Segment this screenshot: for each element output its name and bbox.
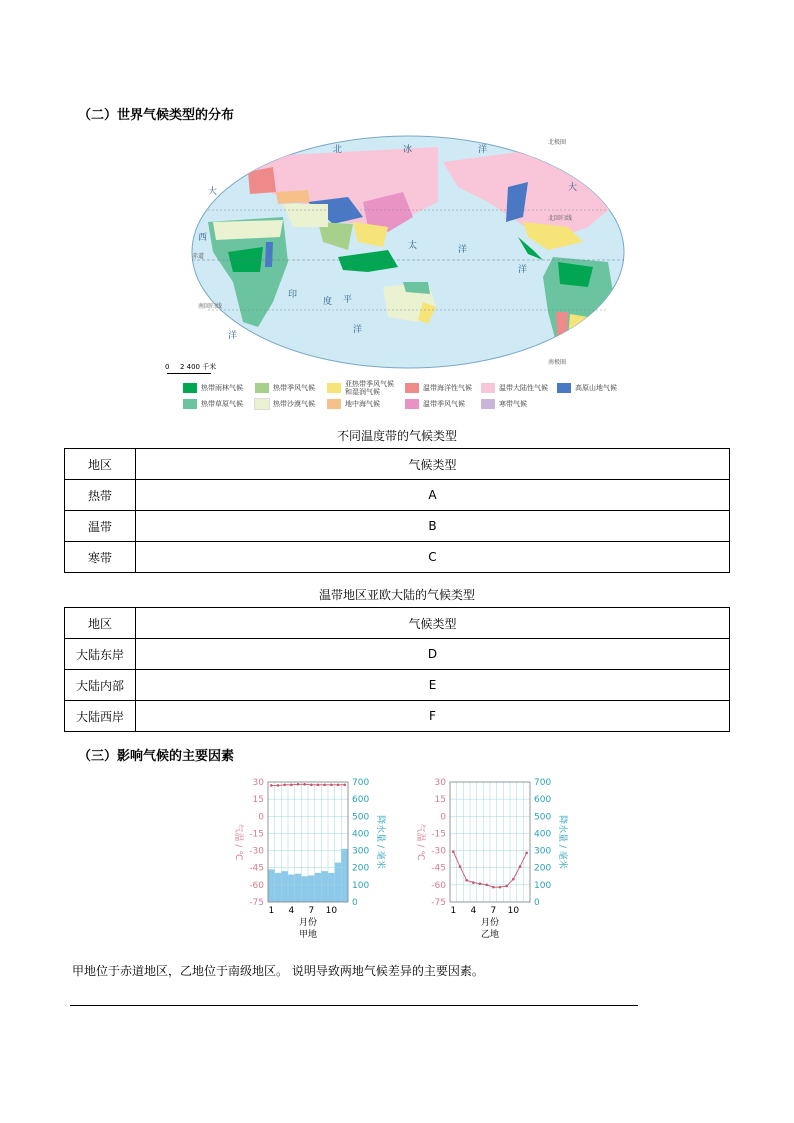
table-header-cell: 气候类型 [136,608,730,639]
table-header-row [65,449,730,480]
y-right-tick-label: 200 [352,863,370,874]
map-ocean-label: 洋 [458,245,468,255]
map-ocean-label: 大 [568,183,578,193]
temperature-point [317,784,320,787]
table-header-cell: 地区 [65,608,136,639]
world-climate-map [188,132,628,372]
legend-label: 温带海洋性气候 [423,384,472,392]
x-tick-label: 4 [470,906,477,916]
y-right-tick-label: 400 [534,829,552,840]
chart-title: 甲地 [298,930,318,940]
y-left-tick-label: 15 [252,795,264,806]
table-row [65,670,730,701]
temperature-point [297,783,300,786]
y-right-tick-label: 200 [534,863,552,874]
table-cell: E [136,670,730,701]
temperature-point [343,784,346,787]
y-right-tick-label: 700 [534,778,552,788]
y-left-tick-label: -60 [249,880,264,891]
y-left-tick-label: -45 [249,863,264,874]
legend-label: 热带沙漠气候 [273,400,315,408]
x-axis-label: 月份 [298,918,318,928]
precipitation-bar [275,873,282,902]
temperature-point [452,850,455,853]
x-tick-label: 4 [288,906,295,916]
y-left-tick-label: -75 [431,898,446,908]
y-right-tick-label: 0 [534,898,540,908]
table-cell: 大陆东岸 [65,639,136,670]
map-scale [165,362,216,372]
y-left-tick-label: -15 [431,829,446,840]
y-right-tick-label: 500 [352,812,370,823]
y-left-axis-label: 气温 / ℃ [415,823,425,861]
table-row [65,511,730,542]
legend-label: 热带季风气候 [273,384,315,392]
temperature-zone-table [64,448,730,573]
table-cell: B [136,511,730,542]
y-right-tick-label: 100 [352,880,370,891]
x-tick-label: 7 [490,906,497,916]
temperature-point [479,882,482,885]
y-right-tick-label: 0 [352,898,358,908]
y-right-tick-label: 700 [352,778,370,788]
map-line-label: 南回归线 [198,303,223,310]
legend-swatch [255,383,269,393]
table-header-row [65,608,730,639]
legend-label: 温带大陆性气候 [499,384,548,392]
y-left-tick-label: -60 [431,880,446,891]
x-axis-label: 月份 [480,918,500,928]
temperature-point [512,878,515,881]
table-1-caption: 不同温度带的气候类型 [336,429,457,443]
temperature-point [323,784,326,787]
table-cell: A [136,480,730,511]
table-cell: C [136,542,730,573]
legend-swatch [183,399,197,409]
table-2-caption: 温带地区亚欧大陆的气候类型 [318,588,475,602]
x-tick-label: 10 [507,906,520,916]
legend-swatch [405,383,419,393]
map-ocean-label: 度 [323,297,333,307]
answer-line[interactable] [70,1005,638,1006]
table-cell: D [136,639,730,670]
table-header-cell: 气候类型 [136,449,730,480]
y-right-tick-label: 600 [352,795,370,806]
legend-swatch [327,383,341,393]
precipitation-bar [268,869,275,902]
precipitation-bar [301,876,308,902]
y-left-tick-label: -75 [249,898,264,908]
y-left-tick-label: 30 [252,778,264,788]
table-cell: 大陆西岸 [65,701,136,732]
precipitation-bar [321,871,328,902]
y-left-tick-label: 15 [434,795,446,806]
table-cell: 热带 [65,480,136,511]
temperature-point [492,886,495,889]
map-line-label: 南极圈 [548,359,567,366]
chart-title: 乙地 [480,930,500,940]
map-ocean-label: 洋 [228,331,238,341]
y-left-tick-label: -45 [431,863,446,874]
precipitation-bar [335,863,342,902]
y-left-tick-label: 0 [440,812,446,823]
y-left-tick-label: 30 [434,778,446,788]
map-ocean-label: 北 [333,145,343,155]
map-ocean-label: 平 [343,295,353,305]
y-right-axis-label: 降水量 / 毫米 [375,815,385,869]
x-tick-label: 1 [450,906,457,916]
climate-chart-jia [218,772,388,947]
precipitation-bar [288,875,295,902]
precipitation-bar [295,874,302,902]
legend-label: 和湿润气候 [345,388,380,396]
legend-label: 亚热带季风气候 [345,380,394,388]
x-tick-label: 10 [325,906,338,916]
map-legend [183,380,643,413]
precipitation-bar [308,875,315,902]
y-right-axis-label: 降水量 / 毫米 [557,815,567,869]
temperature-point [277,784,280,787]
section-2-title: （二）世界气候类型的分布 [78,108,235,123]
legend-label: 地中海气候 [345,400,380,408]
table-cell: 寒带 [65,542,136,573]
temperature-point [330,784,333,787]
map-ocean-label: 洋 [353,325,363,335]
legend-swatch [481,399,495,409]
y-left-tick-label: -15 [249,829,264,840]
precipitation-bar [315,873,322,902]
table-cell: F [136,701,730,732]
legend-label: 高原山地气候 [575,384,617,392]
map-ocean-label: 洋 [478,145,488,155]
y-left-tick-label: 0 [258,812,264,823]
y-right-tick-label: 300 [352,846,370,857]
temperature-point [525,852,528,855]
precipitation-bar [341,849,348,902]
temperature-point [519,865,522,868]
y-right-tick-label: 500 [534,812,552,823]
scale-zero: 0 [165,363,170,371]
map-ocean-label: 大 [208,187,218,197]
legend-label: 热带草原气候 [201,400,243,408]
y-right-tick-label: 600 [534,795,552,806]
y-right-tick-label: 100 [534,880,552,891]
map-ocean-label: 印 [288,290,298,300]
section-3-title: （三）影响气候的主要因素 [78,749,235,764]
temperature-point [283,784,286,787]
temperature-point [499,886,502,889]
precipitation-bar [328,873,335,902]
temperature-point [459,865,462,868]
y-right-tick-label: 400 [352,829,370,840]
legend-swatch [405,399,419,409]
climate-chart-yi [400,772,570,947]
legend-label: 温带季风气候 [423,400,465,408]
question-text: 甲地位于赤道地区，乙地位于南级地区。 说明导致两地气候差异的主要因素。 [72,964,484,978]
temperature-point [485,884,488,887]
y-left-tick-label: -30 [249,846,264,857]
map-ocean-label: 洋 [518,265,528,275]
y-left-tick-label: -30 [431,846,446,857]
temperature-point [505,885,508,888]
legend-swatch [183,383,197,393]
table-header-cell: 地区 [65,449,136,480]
temperature-point [465,879,468,882]
legend-swatch [255,399,269,409]
legend-label: 寒带气候 [499,400,527,408]
table-row [65,542,730,573]
table-cell: 大陆内部 [65,670,136,701]
map-line-label: 赤道 [192,253,205,260]
map-ocean-label: 冰 [403,145,413,155]
eurasia-climate-table [64,607,730,732]
y-left-axis-label: 气温 / ℃ [233,823,243,861]
table-row [65,639,730,670]
table-row [65,480,730,511]
x-tick-label: 1 [268,906,275,916]
temperature-point [337,784,340,787]
table-cell: 温带 [65,511,136,542]
scale-distance: 2 400 千米 [179,363,217,371]
map-line-label: 北回归线 [548,215,573,222]
legend-swatch [557,383,571,393]
map-line-label: 北极圈 [548,139,567,146]
x-tick-label: 7 [308,906,315,916]
map-ocean-label: 太 [408,241,418,251]
table-row [65,701,730,732]
temperature-point [310,784,313,787]
temperature-point [303,783,306,786]
temperature-point [290,784,293,787]
y-right-tick-label: 300 [534,846,552,857]
legend-label: 热带雨林气候 [201,384,243,392]
legend-swatch [481,383,495,393]
legend-swatch [327,399,341,409]
temperature-point [270,784,273,787]
map-ocean-label: 西 [198,233,208,243]
precipitation-bar [281,871,288,902]
temperature-point [472,881,475,884]
